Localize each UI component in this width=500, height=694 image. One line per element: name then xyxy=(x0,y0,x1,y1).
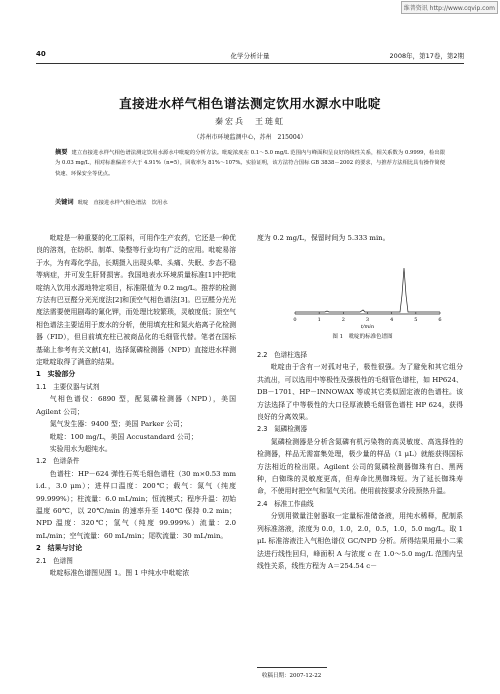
abstract xyxy=(55,148,445,179)
x-tick-label: 3 xyxy=(365,317,370,323)
keywords-text: 吡啶 直接进水样气相色谱法 饮用水 xyxy=(77,200,168,206)
x-axis-label: t/min xyxy=(360,324,375,330)
x-tick-label: 5 xyxy=(414,317,418,323)
paragraph: 氮气发生器：9400 型；美国 Parker 公司； xyxy=(49,420,187,429)
paragraph: 吡啶标准色谱图见图 1。图 1 中纯水中吡啶浓 xyxy=(49,568,190,577)
watermark: 维普资讯 http://www.cqvip.com xyxy=(401,1,498,14)
header-rule xyxy=(36,63,464,64)
paragraph: 吡啶：100 mg/L，美国 Accustandard 公司； xyxy=(49,432,198,441)
chart-axis xyxy=(293,312,441,330)
paragraph: 色谱柱：HP－624 弹性石英毛细色谱柱（30 m×0.53 mm i.d.，3.0 μm）；进样口温度：200℃；载气：氮气（纯度 99.999%）；柱流量：6.0 mL/min；恒流模式；程序升温：初始温度 60℃，以 20℃/min 的速率升至 140℃ 保持 0.2 min；NPD 温度：320℃；氢气（纯度 99.999%）流量：2.0 mL/min；空气流量：60 mL/min；尾吹流量：30 mL/min。 xyxy=(36,469,236,540)
subsection-heading: 2.3 氮磷检测器 xyxy=(257,425,308,434)
authors: 秦宏兵 王琏虹 xyxy=(215,117,285,126)
received-date: 收稿日期：2007-12-22 xyxy=(262,673,322,679)
chromatogram-figure xyxy=(265,250,460,345)
running-header xyxy=(36,50,464,62)
abstract-text: 建立直接进水样气相色谱法测定饮用水源水中吡啶的分析方法。吡啶浓度在 0.1～5.0 mg/L 范围内与峰面积呈良好的线性关系，相关系数为 0.9999，检出限为 0.03 mg/L，相对标准偏差不大于 4.91%（n=5），回收率为 81%～107%。实验证明，该方法符合国标 GB 3838－2002 的要求，与推荐方法相比具有操作简便快速、环保安全等优点。 xyxy=(55,150,446,177)
paragraph: 实验用水为超纯水。 xyxy=(49,444,112,453)
chromatogram-plot xyxy=(265,250,460,332)
issue-info: 2008年，第17卷，第2期 xyxy=(389,52,464,60)
figure-caption: 图 1 吡啶的标准色谱图 xyxy=(332,334,393,340)
x-tick-label: 1 xyxy=(317,317,321,323)
x-tick-label: 6 xyxy=(438,317,442,323)
section-heading: 1 实验部分 xyxy=(36,370,76,379)
subsection-heading: 2.4 标准工作曲线 xyxy=(257,499,314,508)
paragraph: 度为 0.2 mg/L，保留时间为 5.333 min。 xyxy=(257,234,390,242)
paragraph: 吡啶由于含有一对孤对电子，极性很强。为了避免和其它组分共流出，可以选用中等极性及强极性的毛细管色谱柱，如 HP624、DB－1701、HP－INNOWAX 等或其它类似固定液的色谱柱。该方法选择了中等极性的大口径厚液膜毛细管色谱柱 HP 624，获得良好的分离效果。 xyxy=(257,363,463,422)
paragraph: 气相色谱仪：6890 型，配氮磷检测器（NPD），美国 Agilent 公司； xyxy=(36,395,236,416)
subsection-heading: 2.1 色谱图 xyxy=(36,556,73,565)
x-tick-label: 2 xyxy=(341,317,345,323)
subsection-heading: 2.2 色谱柱选择 xyxy=(257,351,308,359)
x-tick-label: 4 xyxy=(390,317,394,323)
keywords xyxy=(55,197,445,206)
abstract-label: 摘要 xyxy=(55,149,68,156)
paragraph: 分别用微量注射器取一定量标准储备液，用纯水稀释，配制系列标准溶液，浓度为 0.0，1.0，2.0，0.5，1.0，5.0 mg/L。取 1 μL 标准溶液注入气相色谱仪 GC/NPD 分析。所得结果用最小二乘法进行线性回归，峰面积 A 与浓度 c 在 1.0～5.0 mg/L 范围内呈线性关系，线性方程为 A＝254.54 c－ xyxy=(257,512,463,570)
page-number: 40 xyxy=(36,50,46,58)
subsection-heading: 1.2 色谱条件 xyxy=(36,457,80,466)
right-column-top xyxy=(257,232,463,244)
subsection-heading: 1.1 主要仪器与试剂 xyxy=(36,382,100,391)
section-heading: 2 结果与讨论 xyxy=(36,544,83,553)
article-title: 直接进水样气相色谱法测定饮用水源水中吡啶 xyxy=(119,96,381,111)
journal-name: 化学分析计量 xyxy=(230,52,270,60)
paragraph: 氮磷检测器是分析含氮磷有机污染物的高灵敏度、高选择性的检测器，样品无需富集处理，极少量的样品（1 μL）就能获得国标方法相近的检出限。Agilent 公司的氮磷检测器铷珠有白、黑两种，白铷珠的灵敏度更高，但寿命比黑铷珠短。为了延长铷珠寿命，不使用时把空气和氢气关闭。使用前按要求分段预热升温。 xyxy=(257,437,463,496)
left-column xyxy=(36,232,236,579)
paragraph: 吡啶是一种重要的化工原料，可用作生产农药，它还是一种优良的溶剂，在纺织、制革、染整等行业均有广泛的应用。吡啶易溶于水，为有毒化学品，长期摄入出现头晕、头痛、失眠、步态不稳等病症，并可发生肝肾损害。我国地表水环境质量标准[1]中把吡啶纳入饮用水源地特定项目，标准限值为 0.2 mg/L。推荐的检测方法有巴豆醛分光光度法[2]和顶空气相色谱法[3]。巴豆醛分光光度法需要使用剧毒的氰化钾，而处理比较繁琐，灵敏度低；顶空气相色谱法主要适用于废水的分析，使用填充柱和氮火焰离子化检测器（FID），但目前填充柱已被商品化的毛细管代替。笔者在国标基础上参考有关文献[4]，选择氮磷检测器（NPD）直接进水样测定吡啶取得了满意的结果。 xyxy=(36,234,236,367)
keywords-label: 关键词 xyxy=(55,199,74,206)
affiliation: （苏州市环境监测中心，苏州 215004） xyxy=(193,134,307,141)
right-column xyxy=(257,349,463,572)
chromatogram-trace xyxy=(295,268,440,312)
x-tick-label: 0 xyxy=(293,317,297,323)
footnote-rule xyxy=(257,667,327,668)
